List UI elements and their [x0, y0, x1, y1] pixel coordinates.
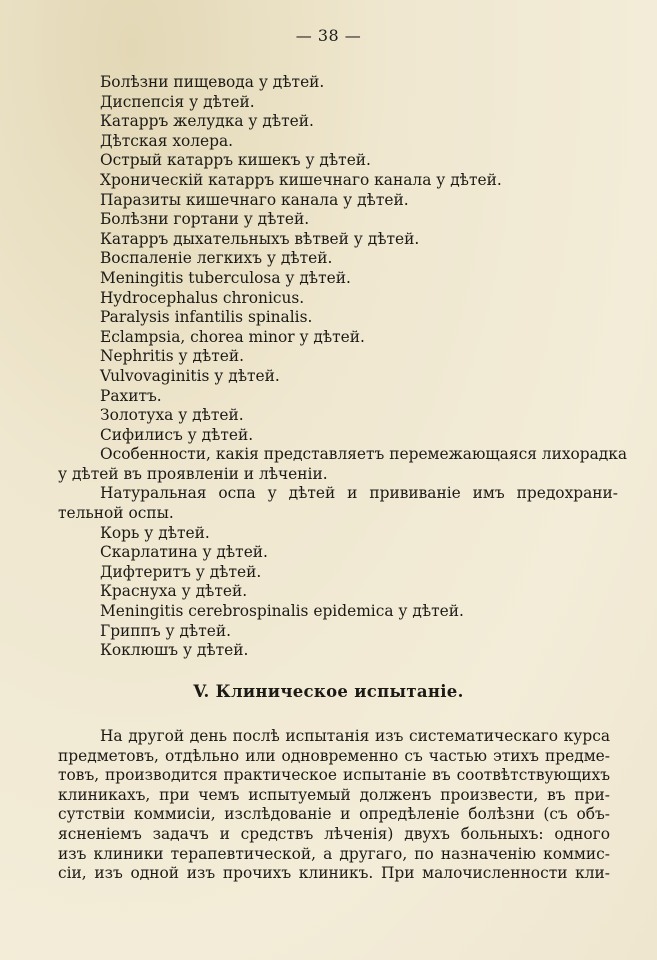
paragraph-line: клиникахъ, при чемъ испытуемый долженъ произвести, въ при- — [58, 785, 610, 804]
paragraph-line: ясненіемъ задачъ и средствъ лѣченія) двухъ больныхъ: одного — [58, 824, 610, 843]
paragraph-line: предметовъ, отдѣльно или одновременно съ частью этихъ предме- — [58, 746, 610, 765]
list-item: Nephritis у дѣтей. — [100, 347, 244, 366]
list-item: Корь у дѣтей. — [100, 523, 210, 542]
list-item-fever-line-1: Особенности, какія представляетъ перемежающаяся лихорадка — [100, 445, 628, 464]
body-paragraph — [58, 727, 610, 884]
list-item: Воспаленіе легкихъ у дѣтей. — [100, 249, 333, 268]
list-item: Катарръ дыхательныхъ вѣтвей у дѣтей. — [100, 229, 420, 248]
list-item: Острый катарръ кишекъ у дѣтей. — [100, 151, 371, 170]
list-item: Коклюшъ у дѣтей. — [100, 641, 249, 660]
list-item: Дѣтская холера. — [100, 131, 234, 150]
list-item: Дифтеритъ у дѣтей. — [100, 562, 262, 581]
paragraph-line: сутствіи коммисіи, изслѣдованіе и опредѣленіе болѣзни (съ объ- — [58, 805, 610, 824]
paragraph-line: На другой день послѣ испытанія изъ систематическаго курса — [100, 727, 610, 745]
list-item: Паразиты кишечнаго канала у дѣтей. — [100, 190, 409, 209]
list-item: Vulvovaginitis у дѣтей. — [100, 366, 280, 385]
list-item: Золотуха у дѣтей. — [100, 406, 244, 425]
page-number: — 38 — — [295, 26, 362, 45]
list-item: Гриппъ у дѣтей. — [100, 621, 231, 640]
paragraph-line: товъ, производится практическое испытаніе въ соотвѣтствующихъ — [58, 766, 610, 785]
list-item: Meningitis cerebrospinalis epidemica у дѣтей. — [100, 602, 464, 621]
paragraph-line: сіи, изъ одной изъ прочихъ клиникъ. При малочисленности кли- — [58, 864, 610, 883]
list-item: Сифилисъ у дѣтей. — [100, 425, 254, 444]
list-item: Болѣзни пищевода у дѣтей. — [100, 73, 325, 91]
list-item: Рахитъ. — [100, 386, 162, 405]
list-item: Катарръ желудка у дѣтей. — [100, 112, 314, 131]
list-item: Диспепсія у дѣтей. — [100, 92, 255, 111]
list-item: Meningitis tuberculosa у дѣтей. — [100, 268, 351, 287]
paragraph-line: изъ клиники терапевтической, а другаго, по назначенію коммис- — [58, 844, 610, 863]
list-item-smallpox-line-1: Натуральная оспа у дѣтей и прививаніе имъ предохрани- — [100, 484, 618, 503]
list-item: Хроническій катарръ кишечнаго канала у дѣтей. — [100, 170, 502, 189]
disease-list — [58, 73, 628, 661]
list-item: Paralysis infantilis spinalis. — [100, 308, 313, 327]
list-item-smallpox-line-2: тельной оспы. — [58, 504, 174, 523]
list-item: Болѣзни гортани у дѣтей. — [100, 210, 310, 229]
list-item: Скарлатина у дѣтей. — [100, 543, 268, 562]
list-item: Краснуха у дѣтей. — [100, 582, 248, 601]
list-item: Hydrocephalus chronicus. — [100, 288, 305, 307]
list-item-fever-line-2: у дѣтей въ проявленіи и лѣченіи. — [58, 464, 328, 483]
list-item: Eclampsia, chorea minor у дѣтей. — [100, 327, 365, 346]
section-heading: V. Клиническое испытаніе. — [193, 682, 464, 701]
